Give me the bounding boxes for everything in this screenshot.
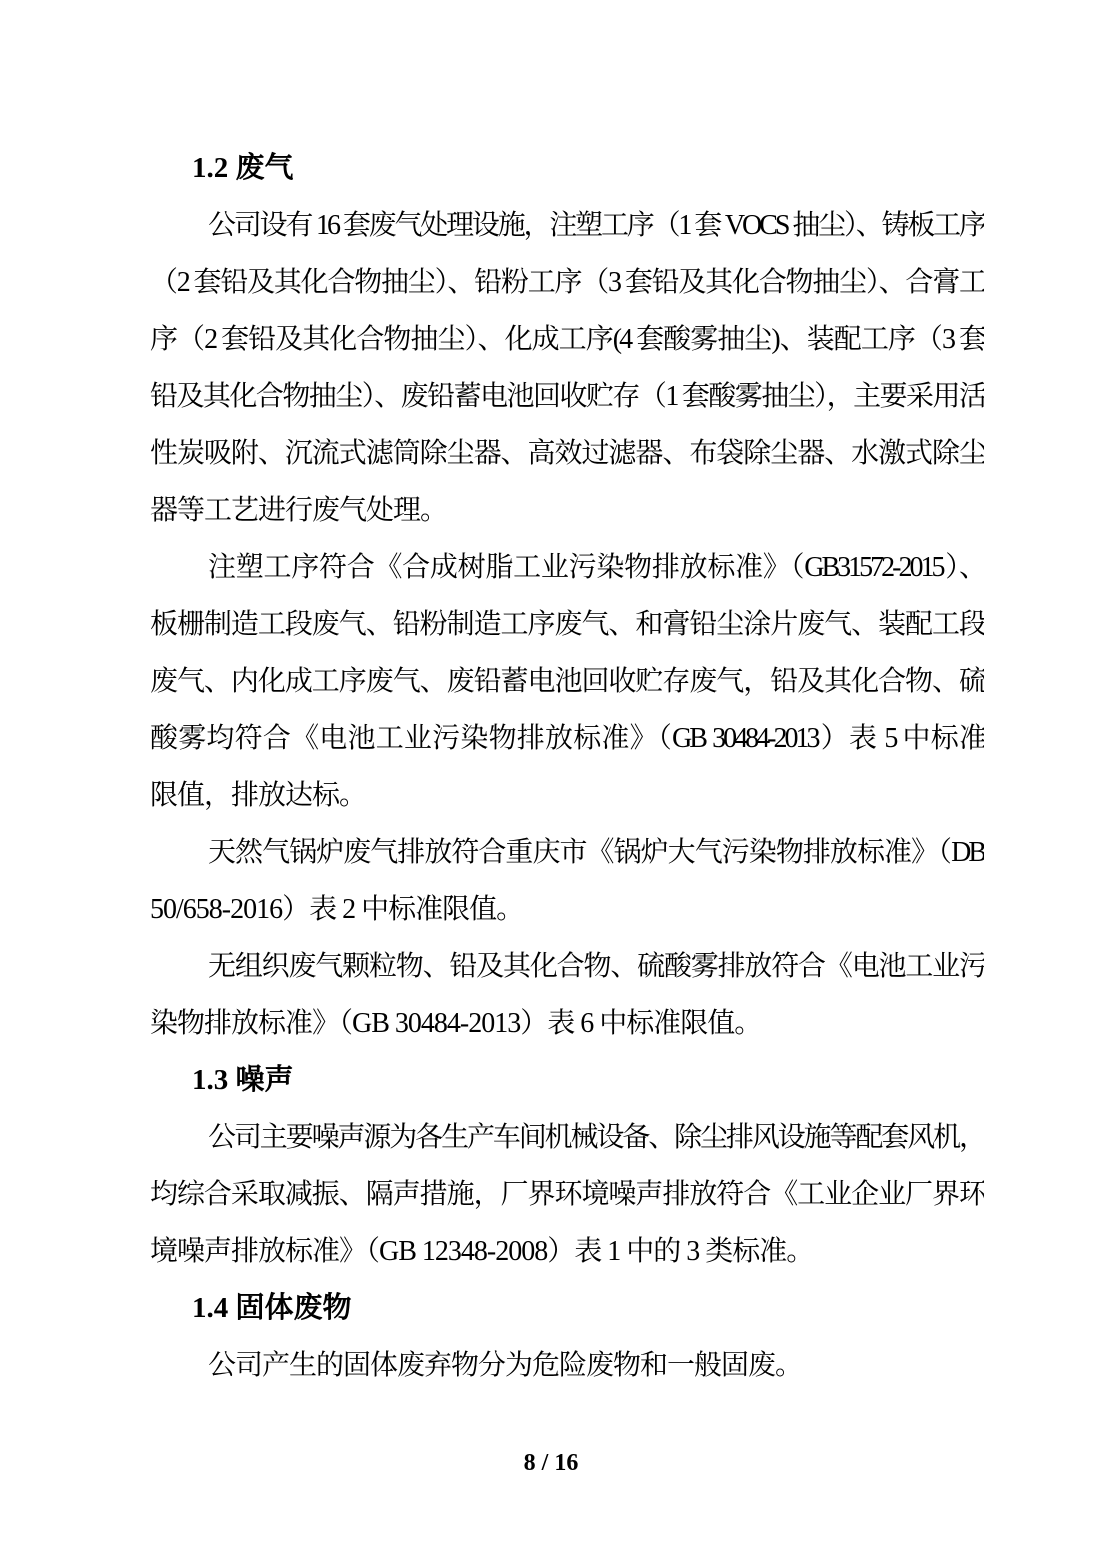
text-line: 无组织废气颗粒物、铅及其化合物、硫酸雾排放符合《电池工业污: [208, 951, 984, 982]
text-line: （2 套铅及其化合物抽尘）、铅粉工序（3 套铅及其化合物抽尘）、合膏工: [150, 267, 984, 298]
text-line: 公司主要噪声源为各生产车间机械设备、除尘排风设施等配套风机，: [208, 1122, 984, 1153]
text-line: 公司设有 16 套废气处理设施，注塑工序（1 套 VOCS 抽尘）、铸板工序: [208, 210, 984, 241]
document-body: [150, 140, 984, 1394]
text-line: 板栅制造工段废气、铅粉制造工序废气、和膏铅尘涂片废气、装配工段: [150, 609, 984, 640]
text-line: 50/658-2016）表 2 中标准限值。: [150, 894, 524, 925]
text-line: 限值，排放达标。: [150, 780, 367, 811]
text-line: 境噪声排放标准》（GB 12348-2008）表 1 中的 3 类标准。: [150, 1236, 814, 1267]
text-line: 注塑工序符合《合成树脂工业污染物排放标准》（GB31572-2015）、: [208, 552, 984, 583]
text-line: 酸雾均符合《电池工业污染物排放标准》（GB 30484-2013）表 5 中标准: [150, 723, 984, 754]
text-line: 均综合采取减振、隔声措施，厂界环境噪声排放符合《工业企业厂界环: [150, 1179, 984, 1210]
text-line: 序（2 套铅及其化合物抽尘）、化成工序(4 套酸雾抽尘)、装配工序（3 套: [150, 324, 984, 355]
section-heading-solid-waste: 1.4 固体废物: [192, 1292, 352, 1324]
text-line: 公司产生的固体废弃物分为危险废物和一般固废。: [208, 1350, 803, 1381]
text-line: 铅及其化合物抽尘）、废铅蓄电池回收贮存（1 套酸雾抽尘），主要采用活: [150, 381, 984, 412]
text-line: 染物排放标准》（GB 30484-2013）表 6 中标准限值。: [150, 1008, 762, 1039]
section-heading-noise: 1.3 噪声: [192, 1064, 294, 1096]
text-line: 器等工艺进行废气处理。: [150, 495, 448, 526]
text-line: 废气、内化成工序废气、废铅蓄电池回收贮存废气，铅及其化合物、硫: [150, 666, 984, 697]
section-heading-waste-gas: 1.2 废气: [192, 152, 294, 184]
page-footer: [0, 1448, 1102, 1478]
text-line: 性炭吸附、沉流式滤筒除尘器、高效过滤器、布袋除尘器、水激式除尘: [150, 438, 984, 469]
text-line: 天然气锅炉废气排放符合重庆市《锅炉大气污染物排放标准》（DB: [208, 837, 984, 868]
page-number: 8 / 16: [523, 1450, 579, 1476]
